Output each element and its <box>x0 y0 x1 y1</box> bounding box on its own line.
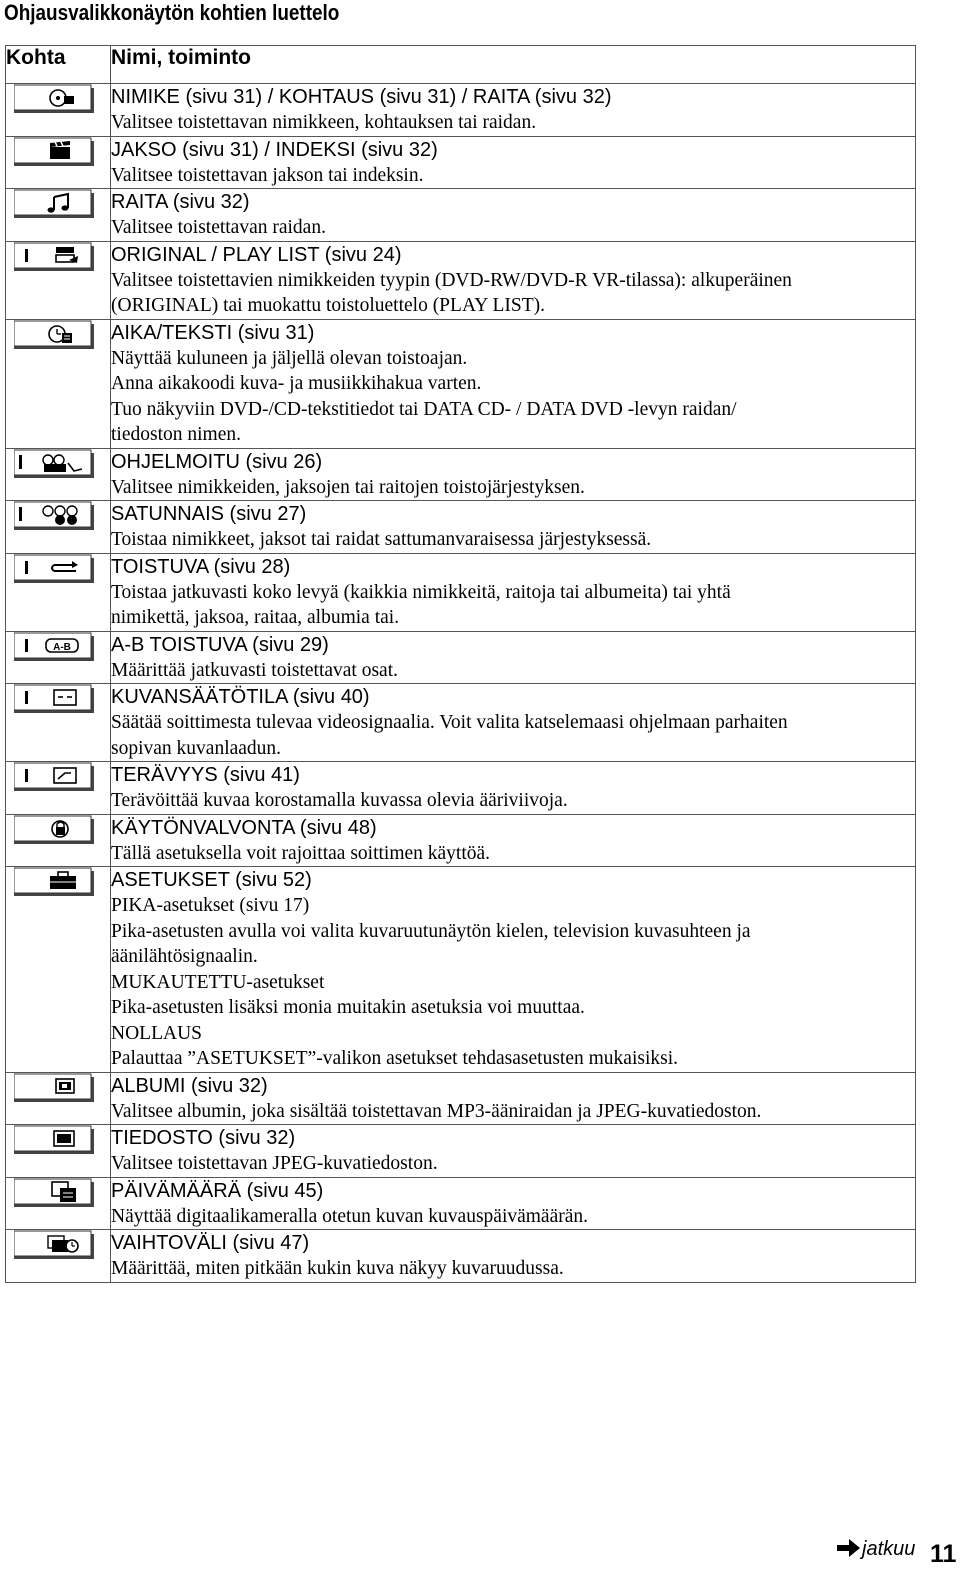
item-title: TIEDOSTO (sivu 32) <box>111 1127 296 1149</box>
repeat-play-icon <box>14 554 94 584</box>
item-description-line: Säätää soittimesta tulevaa videosignaalia. Voit valita katselemaasi ohjelmaan parhaiten <box>111 712 788 733</box>
item-title: KÄYTÖNVALVONTA (sivu 48) <box>111 816 377 839</box>
item-title: OHJELMOITU (sivu 26) <box>111 450 323 473</box>
item-icon-cell <box>6 501 111 554</box>
table-row <box>6 762 916 815</box>
item-description-line: Valitsee nimikkeiden, jaksojen tai raitojen toistojärjestyksen. <box>111 476 585 498</box>
ab-repeat-icon <box>14 632 94 662</box>
item-title: JAKSO (sivu 31) / INDEKSI (sivu 32) <box>111 138 438 161</box>
item-icon-cell <box>6 1125 111 1178</box>
item-description-line: sopivan kuvanlaadun. <box>111 737 282 759</box>
item-title: ALBUMI (sivu 32) <box>111 1074 268 1097</box>
time-text-icon <box>14 320 94 350</box>
item-icon-cell <box>6 1177 111 1230</box>
file-icon <box>14 1125 94 1155</box>
item-description-cell <box>111 553 916 631</box>
setup-toolbox-icon <box>14 867 94 897</box>
parental-lock-icon <box>14 815 94 845</box>
item-icon-cell <box>6 448 111 501</box>
item-description-cell <box>111 501 916 554</box>
item-title: TERÄVYYS (sivu 41) <box>111 764 300 786</box>
slideshow-interval-icon <box>14 1230 94 1260</box>
table-row <box>6 684 916 762</box>
table-row <box>6 1125 916 1178</box>
table-row <box>6 814 916 867</box>
table-row <box>6 1072 916 1125</box>
music-note-icon <box>14 189 94 219</box>
item-description-line: tiedoston nimen. <box>111 424 241 445</box>
item-description-cell <box>111 684 916 762</box>
original-playlist-icon <box>14 242 94 272</box>
item-description-line: PIKA-asetukset (sivu 17) <box>111 895 310 916</box>
item-icon-cell <box>6 1230 111 1283</box>
item-description-line: Terävöittää kuvaa korostamalla kuvassa olevia ääriviivoja. <box>111 790 568 811</box>
item-title: ORIGINAL / PLAY LIST (sivu 24) <box>111 243 402 266</box>
table-row <box>6 189 916 242</box>
item-title: A-B TOISTUVA (sivu 29) <box>111 633 329 656</box>
column-header-name-function: Nimi, toiminto <box>111 46 916 84</box>
item-description-line: Valitsee toistettavien nimikkeiden tyypin (DVD-RW/DVD-R VR-tilassa): alkuperäinen <box>111 269 792 291</box>
table-row <box>6 1177 916 1230</box>
table-row <box>6 553 916 631</box>
item-description-cell <box>111 241 916 319</box>
table-row <box>6 136 916 189</box>
item-description-line: äänilähtösignaalin. <box>111 946 258 967</box>
item-description-cell <box>111 319 916 448</box>
continue-arrow-icon <box>837 1538 861 1558</box>
menu-items-table <box>5 45 916 1283</box>
column-header-item: Kohta <box>6 46 111 84</box>
item-icon-cell <box>6 1072 111 1125</box>
item-title: SATUNNAIS (sivu 27) <box>111 503 307 525</box>
item-title: KUVANSÄÄTÖTILA (sivu 40) <box>111 686 370 708</box>
album-icon <box>14 1073 94 1103</box>
item-title: RAITA (sivu 32) <box>111 191 250 213</box>
clapperboard-icon <box>14 137 94 167</box>
continue-text: jatkuu <box>862 1538 916 1560</box>
title-disc-icon <box>14 84 94 114</box>
item-description-line: Valitsee albumin, joka sisältää toistettavan MP3-ääniraidan ja JPEG-kuvatiedoston. <box>111 1100 762 1122</box>
item-title: ASETUKSET (sivu 52) <box>111 869 312 891</box>
picture-mode-icon <box>14 684 94 714</box>
item-icon-cell <box>6 241 111 319</box>
item-description-cell <box>111 136 916 189</box>
item-description-cell <box>111 867 916 1073</box>
item-description-line: NOLLAUS <box>111 1022 202 1044</box>
item-description-line: Toistaa nimikkeet, jaksot tai raidat sattumanvaraisessa järjestyksessä. <box>111 529 652 550</box>
item-description-line: nimikettä, jaksoa, raitaa, albumia tai. <box>111 607 400 628</box>
item-description-line: Pika-asetusten avulla voi valita kuvaruutunäytön kielen, television kuvasuhteen ja <box>111 920 751 942</box>
item-description-line: Tuo näkyviin DVD-/CD-tekstitiedot tai DATA CD- / DATA DVD -levyn raidan/ <box>111 398 737 420</box>
item-description-line: Valitsee toistettavan JPEG-kuvatiedoston. <box>111 1153 438 1174</box>
item-icon-cell <box>6 553 111 631</box>
date-icon <box>14 1178 94 1208</box>
item-description-cell <box>111 84 916 137</box>
item-description-line: Näyttää digitaalikameralla otetun kuvan kuvauspäivämäärän. <box>111 1205 589 1227</box>
item-icon-cell <box>6 84 111 137</box>
item-title: TOISTUVA (sivu 28) <box>111 555 291 578</box>
item-description-cell <box>111 1177 916 1230</box>
item-icon-cell <box>6 319 111 448</box>
item-description-line: Määrittää jatkuvasti toistettavat osat. <box>111 659 398 681</box>
item-icon-cell <box>6 189 111 242</box>
table-row <box>6 319 916 448</box>
item-description-line: Anna aikakoodi kuva- ja musiikkihakua varten. <box>111 373 482 394</box>
item-description-line: MUKAUTETTU-asetukset <box>111 971 325 993</box>
table-row <box>6 501 916 554</box>
table-row <box>6 631 916 684</box>
item-description-line: Pika-asetusten lisäksi monia muitakin asetuksia voi muuttaa. <box>111 997 585 1018</box>
table-row <box>6 1230 916 1283</box>
item-description-line: Valitsee toistettavan raidan. <box>111 217 326 238</box>
sharpness-icon <box>14 762 94 792</box>
item-description-line: Määrittää, miten pitkään kukin kuva näkyy kuvaruudussa. <box>111 1258 564 1279</box>
item-icon-cell <box>6 136 111 189</box>
table-row <box>6 84 916 137</box>
item-description-line: Valitsee toistettavan nimikkeen, kohtauksen tai raidan. <box>111 112 537 133</box>
item-description-cell <box>111 814 916 867</box>
item-title: AIKA/TEKSTI (sivu 31) <box>111 321 315 344</box>
table-row <box>6 867 916 1073</box>
item-icon-cell <box>6 814 111 867</box>
item-title: VAIHTOVÄLI (sivu 47) <box>111 1232 310 1254</box>
item-description-cell <box>111 1072 916 1125</box>
item-description-cell <box>111 448 916 501</box>
program-play-icon <box>14 449 94 479</box>
item-description-line: Palauttaa ”ASETUKSET”-valikon asetukset tehdasasetusten mukaisiksi. <box>111 1048 678 1069</box>
item-description-cell <box>111 631 916 684</box>
page-number: 11 <box>930 1540 957 1568</box>
item-description-line: Valitsee toistettavan jakson tai indeksin. <box>111 164 424 186</box>
item-description-cell <box>111 189 916 242</box>
table-row <box>6 241 916 319</box>
item-description-line: Toistaa jatkuvasti koko levyä (kaikkia nimikkeitä, raitoja tai albumeita) tai yhtä <box>111 581 731 603</box>
item-description-line: Näyttää kuluneen ja jäljellä olevan toistoajan. <box>111 347 468 369</box>
item-title: NIMIKE (sivu 31) / KOHTAUS (sivu 31) / RAITA (sivu 32) <box>111 86 612 108</box>
shuffle-play-icon <box>14 501 94 531</box>
item-description-line: (ORIGINAL) tai muokattu toistoluettelo (PLAY LIST). <box>111 295 545 316</box>
item-description-cell <box>111 1125 916 1178</box>
item-icon-cell <box>6 762 111 815</box>
item-icon-cell <box>6 867 111 1073</box>
item-icon-cell <box>6 631 111 684</box>
item-icon-cell <box>6 684 111 762</box>
item-description-cell <box>111 762 916 815</box>
svg-text:A-B: A-B <box>53 641 71 653</box>
item-description-cell <box>111 1230 916 1283</box>
page-title: Ohjausvalikkonäytön kohtien luettelo <box>4 0 340 25</box>
table-header-row <box>6 46 916 84</box>
item-description-line: Tällä asetuksella voit rajoittaa soittimen käyttöä. <box>111 842 491 864</box>
item-title: PÄIVÄMÄÄRÄ (sivu 45) <box>111 1179 324 1202</box>
table-row <box>6 448 916 501</box>
